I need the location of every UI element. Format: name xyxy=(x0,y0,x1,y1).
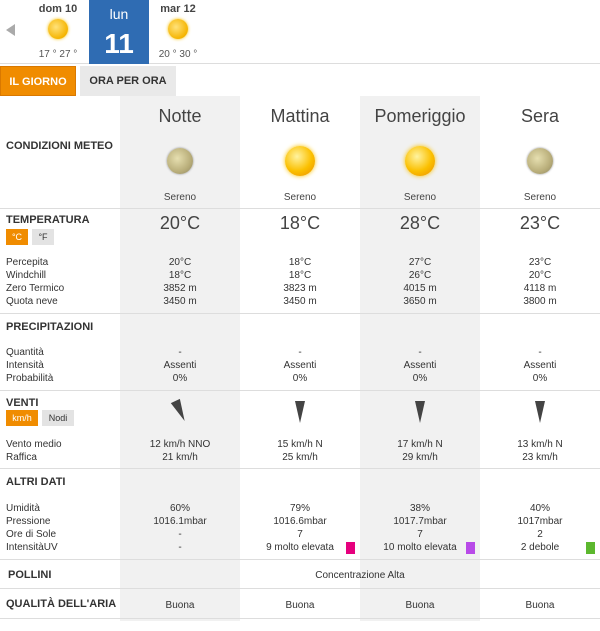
value-intensita: Assenti xyxy=(523,360,557,371)
value-ore-di-sole: - xyxy=(178,529,182,540)
label-vento-medio: Vento medio xyxy=(6,439,62,450)
value-percepita: 27°C xyxy=(408,257,432,268)
value-windchill: 18°C xyxy=(288,270,312,281)
value-intensita-uv: - xyxy=(178,542,182,553)
section-qualita-aria: QUALITÀ DELL'ARIA xyxy=(6,598,117,610)
unit-nodi-button[interactable]: Nodi xyxy=(42,410,74,426)
day-number: 11 xyxy=(104,28,134,59)
section-altri-dati: ALTRI DATI xyxy=(6,476,66,488)
value-ore-di-sole: 2 xyxy=(537,529,543,540)
wind-direction-arrow-icon xyxy=(415,401,425,423)
day-name: mar 12 xyxy=(160,3,196,15)
value-umidita: 38% xyxy=(409,503,430,514)
value-vento-medio: 17 km/h N xyxy=(397,439,443,450)
tab-ora-per-ora[interactable]: ORA PER ORA xyxy=(80,66,176,96)
section-pollini: POLLINI xyxy=(8,569,52,581)
value-intensita: Assenti xyxy=(283,360,317,371)
sun-icon xyxy=(405,146,435,176)
condition-text: Sereno xyxy=(283,192,317,203)
divider xyxy=(0,559,600,560)
label-percepita: Percepita xyxy=(6,257,49,268)
value-quantita: - xyxy=(418,347,422,358)
value-probabilita: 0% xyxy=(292,373,308,384)
value-intensita-uv: 2 debole xyxy=(520,542,560,553)
wind-direction-arrow-icon xyxy=(535,401,545,423)
value-probabilita: 0% xyxy=(172,373,188,384)
label-probabilita: Probabilità xyxy=(6,373,54,384)
label-zero-termico: Zero Termico xyxy=(6,283,65,294)
section-condizioni-meteo: CONDIZIONI METEO xyxy=(6,140,113,152)
value-probabilita: 0% xyxy=(532,373,548,384)
value-umidita: 40% xyxy=(529,503,550,514)
period-name: Sera xyxy=(520,106,560,126)
uv-level-color-swatch xyxy=(346,542,355,554)
day-strip xyxy=(0,0,600,64)
temperature-value: 23°C xyxy=(519,213,561,233)
value-percepita: 23°C xyxy=(528,257,552,268)
label-intensita-uv: IntensitàUV xyxy=(6,542,58,553)
value-intensita-uv: 10 molto elevata xyxy=(383,542,457,553)
period-name: Mattina xyxy=(270,106,330,126)
value-probabilita: 0% xyxy=(412,373,428,384)
value-vento-medio: 12 km/h NNO xyxy=(149,439,211,450)
value-raffica: 29 km/h xyxy=(402,452,438,463)
value-windchill: 20°C xyxy=(528,270,552,281)
moon-icon xyxy=(167,148,193,174)
value-vento-medio: 15 km/h N xyxy=(277,439,323,450)
value-raffica: 23 km/h xyxy=(522,452,558,463)
divider xyxy=(0,468,600,469)
label-ore-di-sole: Ore di Sole xyxy=(6,529,57,540)
value-intensita: Assenti xyxy=(163,360,197,371)
label-raffica: Raffica xyxy=(6,452,37,463)
day-name: dom 10 xyxy=(38,3,78,15)
unit-fahrenheit-button[interactable]: °F xyxy=(32,229,54,245)
tab-il-giorno[interactable]: IL GIORNO xyxy=(0,66,76,96)
section-temperatura: TEMPERATURA xyxy=(6,214,90,226)
day-temps: 20 ° 30 ° xyxy=(158,49,198,60)
condition-text: Sereno xyxy=(523,192,557,203)
value-ore-di-sole: 7 xyxy=(297,529,303,540)
prev-day-arrow-icon[interactable] xyxy=(6,24,15,36)
sun-icon xyxy=(48,19,68,39)
value-zero-termico: 3823 m xyxy=(283,283,317,294)
value-ore-di-sole: 7 xyxy=(417,529,423,540)
section-precipitazioni: PRECIPITAZIONI xyxy=(6,321,94,333)
wind-direction-arrow-icon xyxy=(295,401,305,423)
value-quota-neve: 3800 m xyxy=(523,296,557,307)
air-quality-value: Buona xyxy=(405,600,435,611)
air-quality-value: Buona xyxy=(525,600,555,611)
value-zero-termico: 4118 m xyxy=(523,283,557,294)
value-quota-neve: 3450 m xyxy=(283,296,317,307)
condition-text: Sereno xyxy=(403,192,437,203)
value-quota-neve: 3450 m xyxy=(163,296,197,307)
unit-celsius-button[interactable]: °C xyxy=(6,229,28,245)
value-quota-neve: 3650 m xyxy=(403,296,437,307)
divider xyxy=(0,618,600,619)
value-umidita: 79% xyxy=(289,503,310,514)
label-pressione: Pressione xyxy=(6,516,51,527)
value-pressione: 1016.6mbar xyxy=(273,516,327,527)
label-quantita: Quantità xyxy=(6,347,44,358)
divider xyxy=(0,390,600,391)
view-tabs xyxy=(0,66,600,96)
value-windchill: 26°C xyxy=(408,270,432,281)
value-intensita: Assenti xyxy=(403,360,437,371)
day-tab-dom-10[interactable] xyxy=(28,0,88,64)
period-name: Notte xyxy=(158,106,202,126)
day-tab-lun-11[interactable] xyxy=(89,0,149,64)
uv-level-color-swatch xyxy=(466,542,475,554)
sun-icon xyxy=(168,19,188,39)
value-intensita-uv: 9 molto elevata xyxy=(266,542,334,553)
uv-level-color-swatch xyxy=(586,542,595,554)
label-intensita: Intensità xyxy=(6,360,44,371)
value-umidita: 60% xyxy=(169,503,190,514)
air-quality-value: Buona xyxy=(165,600,195,611)
label-windchill: Windchill xyxy=(6,270,47,281)
value-pressione: 1016.1mbar xyxy=(153,516,207,527)
value-quantita: - xyxy=(298,347,302,358)
day-temps: 17 ° 27 ° xyxy=(38,49,78,60)
temperature-value: 28°C xyxy=(399,213,441,233)
temperature-value: 18°C xyxy=(279,213,321,233)
sun-icon xyxy=(285,146,315,176)
divider xyxy=(0,313,600,314)
value-percepita: 18°C xyxy=(288,257,312,268)
divider xyxy=(0,588,600,589)
value-quantita: - xyxy=(178,347,182,358)
section-venti: VENTI xyxy=(6,397,39,409)
value-pressione: 1017mbar xyxy=(517,516,563,527)
unit-kmh-button[interactable]: km/h xyxy=(6,410,38,426)
day-tab-mar-12[interactable] xyxy=(148,0,208,64)
day-name: lun xyxy=(109,6,129,22)
value-raffica: 25 km/h xyxy=(282,452,318,463)
value-pressione: 1017.7mbar xyxy=(393,516,447,527)
value-percepita: 20°C xyxy=(168,257,192,268)
label-umidita: Umidità xyxy=(6,503,40,514)
condition-text: Sereno xyxy=(163,192,197,203)
temperature-value: 20°C xyxy=(159,213,201,233)
value-vento-medio: 13 km/h N xyxy=(517,439,563,450)
moon-icon xyxy=(527,148,553,174)
period-name: Pomeriggio xyxy=(374,106,466,126)
pollini-value: Concentrazione Alta xyxy=(315,570,405,581)
air-quality-value: Buona xyxy=(285,600,315,611)
value-zero-termico: 3852 m xyxy=(163,283,197,294)
value-zero-termico: 4015 m xyxy=(403,283,437,294)
value-windchill: 18°C xyxy=(168,270,192,281)
value-quantita: - xyxy=(538,347,542,358)
divider xyxy=(0,208,600,209)
label-quota-neve: Quota neve xyxy=(6,296,58,307)
value-raffica: 21 km/h xyxy=(162,452,198,463)
